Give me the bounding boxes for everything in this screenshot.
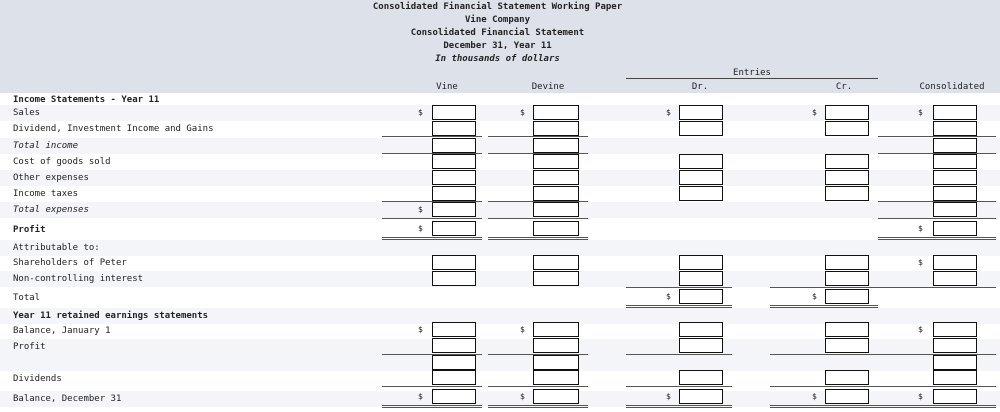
- cr-total-input[interactable]: [825, 289, 869, 304]
- row-total-expenses: [0, 202, 1000, 218]
- devine-sales-input[interactable]: [533, 105, 579, 120]
- devine-re-profit-input[interactable]: [533, 338, 579, 353]
- col-header-devine: Devine: [531, 82, 565, 92]
- total-double-line: [626, 305, 732, 308]
- total-double-line: [488, 237, 588, 240]
- dollar-sign: $: [520, 325, 525, 334]
- consolidated-re-subtotal-input[interactable]: [933, 355, 977, 370]
- row-label: Year 11 retained earnings statements: [13, 311, 209, 321]
- consolidated-re-profit-input[interactable]: [933, 338, 977, 353]
- vine-re-subtotal-input[interactable]: [432, 355, 476, 370]
- row-label: Total expenses: [13, 205, 89, 215]
- dollar-sign: $: [418, 392, 423, 401]
- consolidated-cogs-input[interactable]: [933, 154, 977, 169]
- consolidated-nci-input[interactable]: [933, 271, 977, 286]
- worksheet-header: [0, 0, 1000, 93]
- vine-cogs-input[interactable]: [432, 154, 476, 169]
- cr-shareholders-input[interactable]: [825, 255, 869, 270]
- devine-dividends-input[interactable]: [533, 370, 579, 385]
- dollar-sign: $: [666, 292, 671, 301]
- dollar-sign: $: [918, 392, 923, 401]
- vine-balance-dec-input[interactable]: [432, 389, 476, 404]
- vine-dividend-input[interactable]: [432, 121, 476, 136]
- subtotal-line: [382, 386, 482, 387]
- vine-nci-input[interactable]: [432, 271, 476, 286]
- dr-other-expenses-input[interactable]: [679, 170, 723, 185]
- vine-other-expenses-input[interactable]: [432, 170, 476, 185]
- dollar-sign: $: [418, 205, 423, 214]
- consolidated-balance-dec-input[interactable]: [933, 389, 977, 404]
- consolidated-total-expenses-input[interactable]: [933, 202, 977, 217]
- vine-income-taxes-input[interactable]: [432, 186, 476, 201]
- dr-sales-input[interactable]: [679, 105, 723, 120]
- devine-total-expenses-input[interactable]: [533, 202, 579, 217]
- col-header-cr: Cr.: [835, 82, 853, 92]
- consolidated-shareholders-input[interactable]: [933, 255, 977, 270]
- row-total-income: [0, 138, 1000, 154]
- cr-income-taxes-input[interactable]: [825, 186, 869, 201]
- dollar-sign: $: [520, 392, 525, 401]
- cr-balance-dec-input[interactable]: [825, 389, 869, 404]
- col-header-vine: Vine: [436, 82, 458, 92]
- subtotal-line: [626, 386, 732, 387]
- vine-sales-input[interactable]: [432, 105, 476, 120]
- row-label: Dividend, Investment Income and Gains: [13, 124, 214, 134]
- consolidated-dividend-input[interactable]: [933, 121, 977, 136]
- row-label: Total income: [13, 141, 79, 151]
- total-double-line: [626, 405, 732, 408]
- dr-balance-jan-input[interactable]: [679, 322, 723, 337]
- subtotal-line: [382, 218, 482, 219]
- dollar-sign: $: [418, 325, 423, 334]
- cr-sales-input[interactable]: [825, 105, 869, 120]
- consolidated-total-income-input[interactable]: [933, 138, 977, 153]
- dr-re-profit-input[interactable]: [679, 338, 723, 353]
- devine-nci-input[interactable]: [533, 271, 579, 286]
- subtotal-line: [488, 136, 588, 137]
- row-label: Profit: [13, 342, 46, 352]
- dollar-sign: $: [918, 258, 923, 267]
- dollar-sign: $: [918, 325, 923, 334]
- total-double-line: [770, 405, 878, 408]
- worksheet-title: Consolidated Financial Statement Working Paper: [372, 2, 623, 12]
- cr-nci-input[interactable]: [825, 271, 869, 286]
- company-name: Vine Company: [464, 15, 531, 25]
- dollar-sign: $: [520, 108, 525, 117]
- row-label: Dividends: [13, 374, 62, 384]
- consolidated-sales-input[interactable]: [933, 105, 977, 120]
- row-label: Income taxes: [13, 189, 79, 199]
- cr-cogs-input[interactable]: [825, 154, 869, 169]
- dr-cogs-input[interactable]: [679, 154, 723, 169]
- subtotal-line: [878, 386, 996, 387]
- total-double-line: [878, 405, 996, 408]
- devine-profit-input[interactable]: [533, 221, 579, 236]
- dollar-sign: $: [666, 392, 671, 401]
- subtotal-line: [488, 386, 588, 387]
- total-double-line: [770, 305, 878, 308]
- subtotal-line: [878, 136, 996, 137]
- dr-nci-input[interactable]: [679, 271, 723, 286]
- devine-income-taxes-input[interactable]: [533, 186, 579, 201]
- subtotal-line: [878, 218, 996, 219]
- consolidated-balance-jan-input[interactable]: [933, 322, 977, 337]
- subtotal-line: [382, 136, 482, 137]
- dr-shareholders-input[interactable]: [679, 255, 723, 270]
- cr-dividend-input[interactable]: [825, 121, 869, 136]
- consolidated-dividends-input[interactable]: [933, 370, 977, 385]
- col-header-dr: Dr.: [691, 82, 709, 92]
- row-spacer: [0, 355, 1000, 371]
- dollar-sign: $: [666, 108, 671, 117]
- subtotal-line: [878, 287, 996, 288]
- cr-re-profit-input[interactable]: [825, 338, 869, 353]
- subtotal-line: [626, 287, 732, 288]
- devine-balance-dec-input[interactable]: [533, 389, 579, 404]
- cr-other-expenses-input[interactable]: [825, 170, 869, 185]
- row-label: Cost of goods sold: [13, 157, 111, 167]
- consolidated-income-taxes-input[interactable]: [933, 186, 977, 201]
- units-note: In thousands of dollars: [435, 54, 560, 64]
- dollar-sign: $: [812, 392, 817, 401]
- vine-re-profit-input[interactable]: [432, 338, 476, 353]
- vine-dividends-input[interactable]: [432, 370, 476, 385]
- subtotal-line: [488, 218, 588, 219]
- subtotal-line: [770, 354, 878, 355]
- entries-label: Entries: [733, 68, 771, 78]
- row-label: Sales: [13, 108, 41, 118]
- devine-balance-jan-input[interactable]: [533, 322, 579, 337]
- row-label: Balance, December 31: [13, 394, 122, 404]
- devine-cogs-input[interactable]: [533, 154, 579, 169]
- statement-date: December 31, Year 11: [443, 41, 552, 51]
- row-label: Income Statements - Year 11: [13, 95, 160, 105]
- subtotal-line: [770, 386, 878, 387]
- col-header-consolidated: Consolidated: [919, 82, 985, 92]
- row-label: Other expenses: [13, 173, 89, 183]
- total-double-line: [382, 405, 482, 408]
- vine-shareholders-input[interactable]: [432, 255, 476, 270]
- dr-dividend-input[interactable]: [679, 121, 723, 136]
- row-profit: [0, 222, 1000, 238]
- dr-dividends-input[interactable]: [679, 370, 723, 385]
- vine-profit-input[interactable]: [432, 221, 476, 236]
- devine-total-income-input[interactable]: [533, 138, 579, 153]
- row-label: Total: [13, 293, 41, 303]
- cr-balance-jan-input[interactable]: [825, 322, 869, 337]
- dollar-sign: $: [418, 108, 423, 117]
- cr-dividends-input[interactable]: [825, 370, 869, 385]
- vine-total-expenses-input[interactable]: [432, 202, 476, 217]
- devine-shareholders-input[interactable]: [533, 255, 579, 270]
- dollar-sign: $: [812, 108, 817, 117]
- devine-re-subtotal-input[interactable]: [533, 355, 579, 370]
- row-label: Balance, January 1: [13, 326, 111, 336]
- devine-dividend-input[interactable]: [533, 121, 579, 136]
- row-label: Profit: [13, 225, 46, 235]
- dollar-sign: $: [918, 224, 923, 233]
- devine-other-expenses-input[interactable]: [533, 170, 579, 185]
- row-label: Non-controlling interest: [13, 274, 144, 284]
- total-double-line: [878, 237, 996, 240]
- row-attributable: [0, 240, 1000, 256]
- dr-total-input[interactable]: [679, 289, 723, 304]
- consolidated-other-expenses-input[interactable]: [933, 170, 977, 185]
- dr-balance-dec-input[interactable]: [679, 389, 723, 404]
- vine-balance-jan-input[interactable]: [432, 322, 476, 337]
- subtotal-line: [626, 354, 732, 355]
- dollar-sign: $: [918, 108, 923, 117]
- total-double-line: [382, 237, 482, 240]
- statement-subtitle: Consolidated Financial Statement: [410, 28, 585, 38]
- dollar-sign: $: [812, 292, 817, 301]
- entries-divider: [626, 78, 878, 79]
- dr-income-taxes-input[interactable]: [679, 186, 723, 201]
- vine-total-income-input[interactable]: [432, 138, 476, 153]
- dollar-sign: $: [418, 224, 423, 233]
- row-label: Shareholders of Peter: [13, 258, 127, 268]
- subtotal-line: [770, 287, 878, 288]
- row-label: Attributable to:: [13, 243, 100, 253]
- consolidated-profit-input[interactable]: [933, 221, 977, 236]
- total-double-line: [488, 405, 588, 408]
